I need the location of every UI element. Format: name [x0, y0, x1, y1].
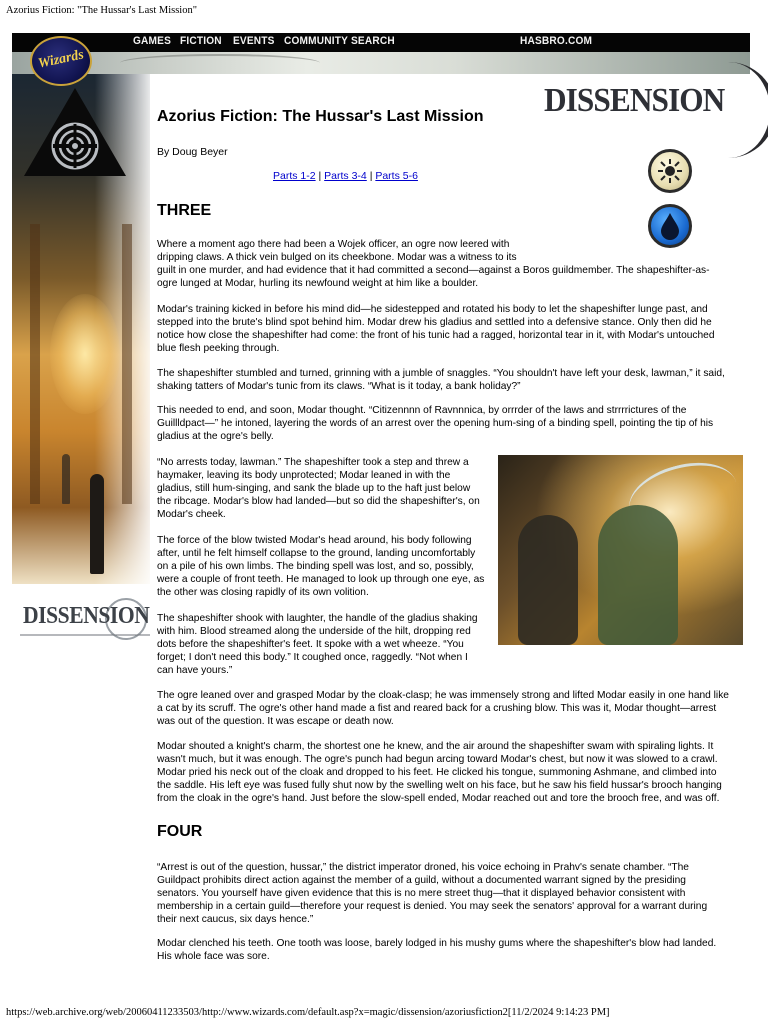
wizards-logo[interactable]: [30, 36, 92, 86]
nav-games[interactable]: GAMES: [133, 35, 172, 47]
paragraph: The shapeshifter shook with laughter, the handle of the gladius shaking with him. Blood streamed along the underside of the hilt, dropping red dots before the shapeshifter's feet. It spoke with a wet wheeze. “You forget; I don't need this body.” It coughed once, raggedly. “Not when I can have yours.”: [157, 613, 478, 676]
white-mana-sun-icon: [648, 149, 692, 193]
sun-glyph-icon: [651, 152, 689, 190]
paragraph: “Arrest is out of the question, hussar,” the district imperator droned, his voice echoing in Prahv's senate chamber. “The Guildpact prohibits direct action against the member of a guild, without a documented warrant signed by the presiding senators. You yourself have given evidence that this is no mere street thug—that it displayed behavior consistent with membership in a certain guild—therefore your request is denied. You may seek the senators' approval for a warrant during their next caucus, six days hence.”: [157, 862, 708, 925]
link-parts-5-6[interactable]: Parts 5-6: [375, 170, 418, 182]
nav-events[interactable]: EVENTS: [233, 35, 275, 47]
paragraph: The shapeshifter stumbled and turned, grinning with a jumble of snaggles. “You shouldn't have left your desk, lawman,” it said, shaking tatters of Modar's tunic from its claws. “What is it today, a bank holiday?”: [157, 368, 725, 392]
battle-illustration: [498, 455, 743, 645]
print-footer-url: https://web.archive.org/web/20060411233503/http://www.wizards.com/default.asp?x=magic/dissension/azoriusfiction2[11/2/2024 9:14:23 PM]: [6, 1007, 610, 1018]
paragraph: This needed to end, and soon, Modar thought. “Citizennnn of Ravnnnica, by orrrder of the laws and strrrrictures of the Guillldpact—” he intoned, layering the words of an arrest over the opening hum-sing of a binding spell, pointing the tip of his gladius at the ogre's belly.: [157, 405, 714, 442]
print-header: Azorius Fiction: "The Hussar's Last Mission": [6, 5, 197, 16]
link-parts-3-4[interactable]: Parts 3-4: [324, 170, 367, 182]
top-nav-bar: [12, 33, 750, 52]
article-title: Azorius Fiction: The Hussar's Last Mission: [157, 108, 484, 125]
nav-community[interactable]: COMMUNITY: [284, 35, 349, 47]
link-parts-1-2[interactable]: Parts 1-2: [273, 170, 316, 182]
header-swoosh: [120, 54, 320, 72]
paragraph: Modar shouted a knight's charm, the shortest one he knew, and the air around the shapeshifter swam with spiraling lights. It wasn't much, but it was enough. The ogre's punch had begun arcing toward Modar's chest, but now it was slowed to a crawl. Modar pried his neck out of the cloak and dropped to his feet. He clicked his tongue, summoning Ashmane, and climbed into the saddle. His left eye was fused fully shut now by the swelling welt on his face, but he saw his field hussar's brooch hanging from the cloak in the ogre's hand. Just before the slow-spell ended, Modar reached out and tore the brooch free, and was off.: [157, 741, 722, 804]
azorius-guild-symbol-icon: [22, 86, 128, 178]
dissension-small-logo[interactable]: [20, 597, 152, 643]
paragraph: “No arrests today, lawman.” The shapeshifter took a step and threw a haymaker, leaving its body unprotected; Modar leaned in with the gladius, still hum-singing, and sank the blade up to the haft just below the ribcage. Modar's blow had landed—but so did the shapeshifter's, on Modar's cheek.: [157, 457, 480, 520]
dissension-set-logo[interactable]: [540, 72, 750, 162]
article-byline: By Doug Beyer: [157, 146, 228, 158]
parts-navigation: [273, 170, 418, 182]
parts-separator: |: [315, 170, 325, 182]
nav-hasbro[interactable]: HASBRO.COM: [520, 35, 593, 47]
dissension-small-logo-text: DISSENSION: [23, 603, 150, 629]
paragraph: Modar clenched his teeth. One tooth was loose, barely lodged in his mushy gums where the shapeshifter's blow had landed. His whole face was sore.: [157, 938, 717, 962]
nav-fiction[interactable]: FICTION: [180, 35, 222, 47]
parts-separator: |: [366, 170, 376, 182]
section-heading-three: THREE: [157, 202, 212, 219]
paragraph: The force of the blow twisted Modar's head around, his body following after, until he felt himself collapse to the ground, landing uncomfortably on a pile of his own limbs. The binding spell was lost, and so, possibly, were a couple of front teeth. He managed to look up through one eye, as the other was closing rapidly of its own volition.: [157, 535, 485, 598]
section-heading-four: FOUR: [157, 823, 203, 840]
paragraph: Modar's training kicked in before his mind did—he sidestepped and rotated his body to let the shapeshifter lunge past, and stepped into the brute's blind spot behind him. Modar drew his gladius and settled into a defensive stance. Only then did he notice how close the shapeshifter had come: the front of his tunic had a ragged, horizontal tear in it, with Modar's untouched blue flesh peeking through.: [157, 304, 715, 354]
nav-search[interactable]: SEARCH: [351, 35, 395, 47]
paragraph: The ogre leaned over and grasped Modar by the cloak-clasp; he was immensely strong and lifted Modar easily in one hand like a cat by its scruff. The ogre's other hand made a fist and reared back for a crushing blow. This was it, Modar thought—arrest was out of the question. It was escape or death now.: [157, 690, 729, 727]
wizards-logo-text: Wizards: [36, 47, 86, 72]
paragraph: Where a moment ago there had been a Wojek officer, an ogre now leered with dripping claws. A thick vein bulged on its cheekbone. Modar was a witness to its guilt in one murder, and had evidence that it had committed a second—against a Boros guildmember. The shapeshifter-as- ogre lunged at Modar, hurling its newfound weight at him like a boulder.: [157, 239, 710, 289]
dissension-logo-text: DISSENSION: [544, 82, 725, 119]
